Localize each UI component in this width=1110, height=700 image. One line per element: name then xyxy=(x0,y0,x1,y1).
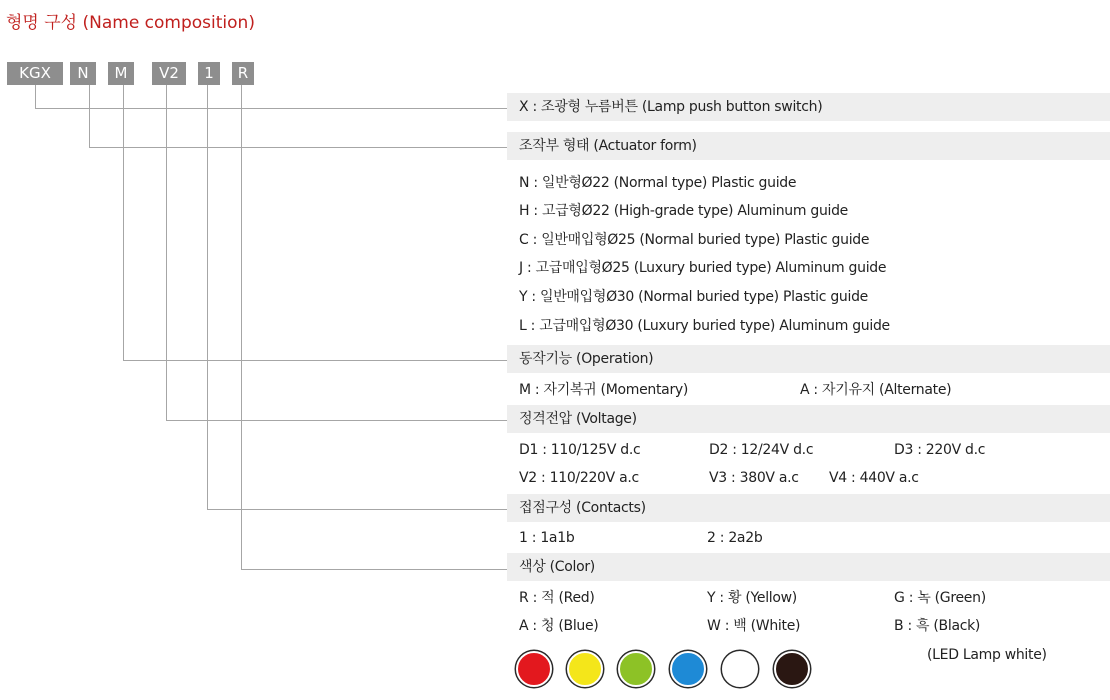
connector-contacts-v xyxy=(207,85,208,510)
color-item: Y : 황 (Yellow) xyxy=(707,590,797,606)
swatch-blue xyxy=(670,651,706,687)
swatch-white xyxy=(722,651,758,687)
code-operation: M xyxy=(108,62,134,85)
header-voltage: 정격전압 (Voltage) xyxy=(507,405,1110,433)
code-voltage: V2 xyxy=(152,62,186,85)
color-item: B : 흑 (Black) xyxy=(894,618,981,634)
header-type: X : 조광형 누름버튼 (Lamp push button switch) xyxy=(507,93,1110,121)
swatch-red xyxy=(516,651,552,687)
connector-series-v xyxy=(35,85,36,109)
connector-actuator-v xyxy=(89,85,90,148)
connector-series-h xyxy=(35,108,507,109)
voltage-item: D2 : 12/24V d.c xyxy=(709,442,814,458)
voltage-item: V2 : 110/220V a.c xyxy=(519,470,639,486)
actuator-item: Y : 일반매입형Ø30 (Normal buried type) Plastic guide xyxy=(519,289,868,305)
voltage-item: D1 : 110/125V d.c xyxy=(519,442,641,458)
voltage-item: V4 : 440V a.c xyxy=(829,470,919,486)
connector-color-v xyxy=(241,85,242,570)
operation-item: M : 자기복귀 (Momentary) xyxy=(519,382,689,398)
header-contacts: 접점구성 (Contacts) xyxy=(507,494,1110,522)
code-actuator: N xyxy=(70,62,96,85)
connector-color-h xyxy=(241,569,507,570)
actuator-item: H : 고급형Ø22 (High-grade type) Aluminum guide xyxy=(519,203,849,219)
voltage-item: V3 : 380V a.c xyxy=(709,470,799,486)
color-item: A : 청 (Blue) xyxy=(519,618,599,634)
color-item: G : 녹 (Green) xyxy=(894,590,986,606)
swatch-green xyxy=(618,651,654,687)
connector-contacts-h xyxy=(207,509,507,510)
connector-operation-h xyxy=(123,360,507,361)
code-contacts: 1 xyxy=(198,62,220,85)
page-title: 형명 구성 (Name composition) xyxy=(6,13,255,33)
operation-item: A : 자기유지 (Alternate) xyxy=(800,382,952,398)
actuator-item: C : 일반매입형Ø25 (Normal buried type) Plastic guide xyxy=(519,232,870,248)
header-actuator: 조작부 형태 (Actuator form) xyxy=(507,132,1110,160)
header-operation: 동작기능 (Operation) xyxy=(507,345,1110,373)
actuator-item: J : 고급매입형Ø25 (Luxury buried type) Aluminum guide xyxy=(519,260,887,276)
code-color: R xyxy=(232,62,254,85)
connector-operation-v xyxy=(123,85,124,361)
contacts-item: 2 : 2a2b xyxy=(707,530,763,546)
actuator-item: N : 일반형Ø22 (Normal type) Plastic guide xyxy=(519,175,797,191)
connector-voltage-h xyxy=(166,420,507,421)
header-color: 색상 (Color) xyxy=(507,553,1110,581)
code-series: KGX xyxy=(7,62,63,85)
connector-actuator-h xyxy=(89,147,507,148)
actuator-item: L : 고급매입형Ø30 (Luxury buried type) Aluminum guide xyxy=(519,318,890,334)
voltage-item: D3 : 220V d.c xyxy=(894,442,986,458)
color-item: R : 적 (Red) xyxy=(519,590,595,606)
swatch-yellow xyxy=(567,651,603,687)
contacts-item: 1 : 1a1b xyxy=(519,530,575,546)
color-item: W : 백 (White) xyxy=(707,618,801,634)
led-note: (LED Lamp white) xyxy=(927,647,1047,663)
swatch-black xyxy=(774,651,810,687)
connector-voltage-v xyxy=(166,85,167,421)
